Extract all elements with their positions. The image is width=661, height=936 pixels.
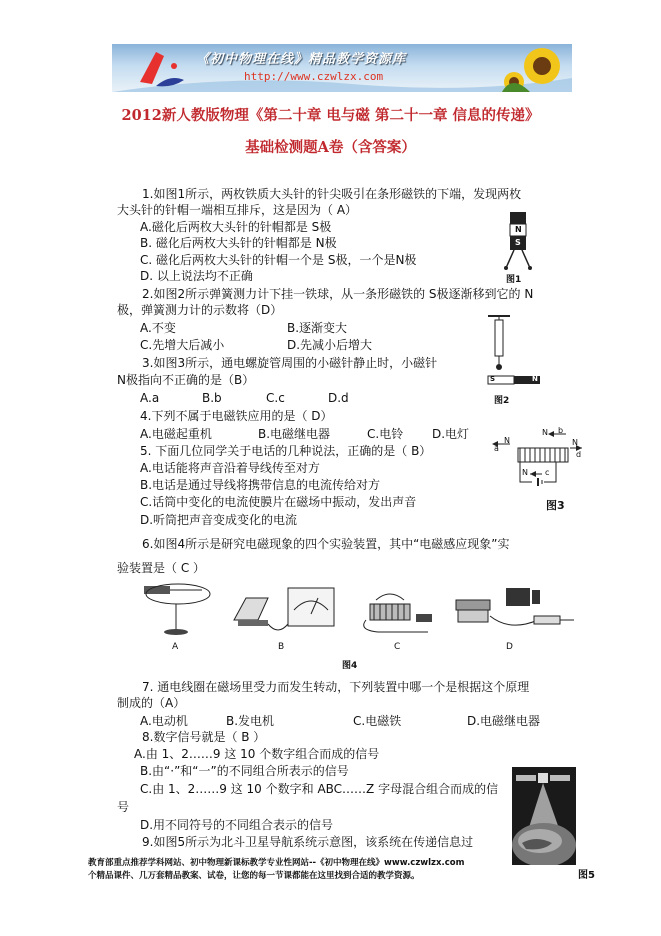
text-line: C.话筒中变化的电流使膜片在磁场中振动，发出声音 (140, 495, 417, 509)
fig4-d-label: D (506, 642, 513, 652)
text-line: 2.如图2所示弹簧测力计下挂一铁球，从一条形磁铁的 S极逐渐移到它的 N (142, 287, 534, 301)
text-line: D.听筒把声音变成变化的电流 (140, 513, 298, 527)
figure-2-caption: 图2 (494, 396, 510, 406)
figure-5 (512, 767, 576, 865)
text-line: N极指向不正确的是（B） (117, 373, 255, 387)
figure-1-caption: 图1 (506, 275, 522, 285)
figure-3-caption: 图3 (546, 499, 565, 512)
fig2-s-label: S (490, 375, 496, 383)
text-line: A.a (140, 391, 160, 405)
figure-2 (486, 314, 546, 390)
text-line: A.电磁起重机 (140, 427, 212, 441)
fig3-n4-label: N (522, 468, 528, 477)
text-line: 7. 通电线圈在磁场里受力而发生转动，下列装置中哪一个是根据这个原理 (142, 680, 530, 694)
experiment-d (456, 588, 574, 625)
text-line: A.不变 (140, 321, 176, 335)
text-line: D.d (328, 391, 349, 405)
text-line: A.电话能将声音沿着导线传至对方 (140, 461, 320, 475)
text-line: 5. 下面几位同学关于电话的几种说法，正确的是（ B） (140, 444, 432, 458)
page-subtitle: 基础检测题A卷（含答案） (245, 139, 416, 156)
banner-url[interactable]: http://www.czwlzx.com (244, 70, 384, 83)
text-line: 3.如图3所示，通电螺旋管周围的小磁针静止时，小磁针 (142, 356, 438, 370)
fig3-a-label: a (494, 444, 499, 453)
text-line: C.电磁铁 (353, 714, 402, 728)
text-line: 9.如图5所示为北斗卫星导航系统示意图，该系统在传递信息过 (142, 835, 474, 849)
text-line: B.b (202, 391, 222, 405)
text-line: B.由“·”和“一”的不同组合所表示的信号 (140, 764, 349, 778)
footer-line-1: 教育部重点推荐学科网站、初中物理新课标教学专业性网站--《初中物理在线》www.czwlzx.com (88, 858, 465, 868)
text-line: B.电话是通过导线将携带信息的电流传给对方 (140, 478, 381, 492)
fig1-s-label: S (515, 238, 521, 247)
text-line: 8.数字信号就是（ B ） (142, 730, 266, 744)
text-line: D.先减小后增大 (287, 338, 373, 352)
experiment-a (144, 584, 210, 635)
text-line: D. 以上说法均不正确 (140, 269, 253, 283)
text-line: 号 (117, 800, 130, 814)
text-line: 1.如图1所示，两枚铁质大头针的针尖吸引在条形磁铁的下端，发现两枚 (142, 187, 522, 201)
fig3-d-label: d (576, 450, 582, 459)
text-line: B.发电机 (226, 714, 275, 728)
footer-line-2: 个精品课件、几万套精品教案、试卷，让您的每一节课都能在这里找到合适的教学资源。 (88, 871, 420, 881)
figure-5-caption: 图5 (578, 870, 595, 881)
text-line: D.电灯 (432, 427, 470, 441)
experiment-b (234, 588, 334, 630)
text-line: A.电动机 (140, 714, 188, 728)
text-line: 制成的（A） (117, 696, 186, 710)
page-title: 2012新人教版物理《第二十章 电与磁 第二十一章 信息的传递》 (121, 107, 540, 124)
site-banner (112, 44, 572, 92)
text-line: 大头针的针帽一端相互排斥，这是因为（ A） (117, 203, 358, 217)
fig1-n-label: N (515, 225, 522, 234)
text-line: 极，弹簧测力计的示数将（D） (117, 303, 283, 317)
banner-title: 《初中物理在线》精品教学资源库 (196, 52, 407, 67)
text-line: C. 磁化后两枚大头针的针帽一个是 S极，一个是N极 (140, 253, 417, 267)
text-line: C.电铃 (367, 427, 404, 441)
text-line: B.电磁继电器 (258, 427, 331, 441)
fig3-n2-label: N (542, 428, 548, 437)
text-line: 4.下列不属于电磁铁应用的是（ D） (140, 409, 333, 423)
text-line: B.逐渐变大 (287, 321, 348, 335)
fig4-a-label: A (172, 642, 179, 652)
fig4-c-label: C (394, 642, 401, 652)
text-line: A.由 1、2……9 这 10 个数字组合而成的信号 (134, 747, 380, 761)
text-line: C.由 1、2……9 这 10 个数字和 ABC……Z 字母混合组合而成的信 (140, 782, 499, 796)
fig3-n1-label: N (504, 436, 510, 445)
text-line: B. 磁化后两枚大头针的针帽都是 N极 (140, 236, 337, 250)
figure-1 (498, 210, 538, 272)
logo-icon (140, 52, 164, 84)
fig3-c-label: c (545, 468, 550, 477)
experiment-c (364, 594, 432, 632)
figure-3 (490, 428, 584, 492)
text-line: C.c (266, 391, 285, 405)
text-line: 6.如图4所示是研究电磁现象的四个实验装置，其中“电磁感应现象”实 (142, 537, 510, 551)
text-line: C.先增大后减小 (140, 338, 225, 352)
text-line: D.电磁继电器 (467, 714, 541, 728)
text-line: A.磁化后两枚大头针的针帽都是 S极 (140, 220, 332, 234)
text-line: D.用不同符号的不同组合表示的信号 (140, 818, 334, 832)
fig4-b-label: B (278, 642, 285, 652)
figure-4 (138, 580, 578, 658)
figure-4-caption: 图4 (342, 661, 358, 671)
fig2-n-label: N (532, 375, 538, 383)
fig3-b-label: b (558, 426, 564, 435)
text-line: 验装置是（ C ） (117, 561, 206, 575)
fig3-n3-label: N (572, 438, 578, 447)
